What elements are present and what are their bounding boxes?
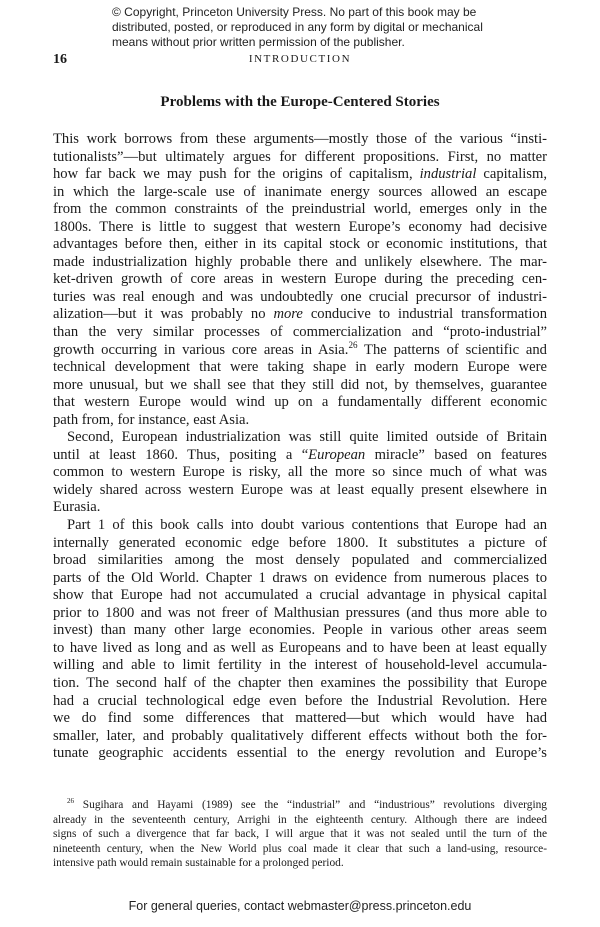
footnote_lines-line xyxy=(53,813,547,828)
body_lines-line xyxy=(53,149,547,167)
body_lines-line xyxy=(53,377,547,395)
text-run: had a crucial technological edge even before the Industrial Revolution. Here xyxy=(53,692,547,709)
body_lines-line xyxy=(53,324,547,342)
body_lines-line xyxy=(53,429,547,447)
text-run: intensive path would remain sustainable for a prolonged period. xyxy=(53,857,344,869)
text-run: nineteenth century, when the New World plus coal made it clear that such a land-using, resource- xyxy=(53,842,547,855)
contact-note: For general queries, contact webmaster@press.princeton.edu xyxy=(128,899,472,913)
italic-text: more xyxy=(273,306,303,323)
text-run: we do find some differences that mattered—but which would have had xyxy=(53,710,547,727)
text-run: made industrialization highly probable there and unlikely elsewhere. The mar- xyxy=(53,253,547,270)
body_lines-line xyxy=(53,131,547,149)
text-run: tion. The second half of the chapter then examines the possibility that Europe xyxy=(53,674,547,691)
text-run: smaller, later, and probably qualitatively different effects without both the for- xyxy=(53,727,547,744)
body_lines-line xyxy=(53,254,547,272)
footnote xyxy=(53,798,547,871)
text-run: Sugihara and Hayami (1989) see the “industrial” and “industrious” revolutions diverging xyxy=(74,799,547,811)
section-heading: Problems with the Europe-Centered Stories xyxy=(160,94,440,110)
body_lines-line xyxy=(53,587,547,605)
footnote_lines-line xyxy=(53,856,547,871)
body_lines-line xyxy=(53,219,547,237)
body_lines-line xyxy=(53,306,547,324)
body_lines-line xyxy=(53,447,547,465)
text-run: from the common constraints of the preindustrial world, emerges only in the xyxy=(53,201,547,218)
body_lines-line xyxy=(53,535,547,553)
text-run: path from, for instance, east Asia. xyxy=(53,411,250,428)
body_lines-line xyxy=(53,271,547,289)
body_lines-line xyxy=(53,464,547,482)
text-run: Part 1 of this book calls into doubt various contentions that Europe had an xyxy=(67,517,547,534)
body_lines-line xyxy=(53,640,547,658)
text-run: that western Europe would wind up on a fundamentally different economic xyxy=(53,394,547,411)
text-run: growth occurring in various core areas in Asia. xyxy=(53,341,349,358)
text-run: signs of such a divergence that far back, I will argue that it was not sealed until the turn of the xyxy=(53,828,547,840)
body_lines-line xyxy=(53,693,547,711)
text-run: tunate geographic accidents essential to the energy revolution and Europe’s xyxy=(53,745,547,762)
text-run: The patterns of scientific and xyxy=(357,341,547,358)
body_lines-line xyxy=(53,394,547,412)
text-run: willing and able to limit fertility in the interest of household-level accumula- xyxy=(53,657,547,674)
text-run: conducive to industrial transformation xyxy=(302,306,547,323)
body_lines-line xyxy=(53,657,547,675)
body_lines-line xyxy=(53,622,547,640)
copyright-notice xyxy=(112,5,512,50)
text-run: alization—but it was probably no xyxy=(53,306,274,323)
copyright-line: distributed, posted, or reproduced in any form by digital or mechanical xyxy=(112,20,483,34)
body_lines-line xyxy=(53,201,547,219)
text-run: turies was real enough and was undoubtedly one crucial precursor of industri- xyxy=(53,288,547,305)
body_lines-line xyxy=(53,517,547,535)
text-run: until at least 1860. Thus, positing a “ xyxy=(53,446,309,463)
body_lines-line xyxy=(53,339,547,360)
text-run: to have lived as long and as well as Europeans and to have been at least equally xyxy=(53,639,547,656)
body_lines-line xyxy=(53,745,547,763)
footnote-ref: 26 xyxy=(348,339,358,350)
body_lines-line xyxy=(53,728,547,746)
body_lines-line xyxy=(53,359,547,377)
copyright-line: © Copyright, Princeton University Press. No part of this book may be xyxy=(112,5,477,19)
text-run: show that Europe had not accumulated a crucial advantage in physical capital xyxy=(53,587,547,604)
text-run: already in the seventeenth century, Arrighi in the eighteenth century. Although there are indeed xyxy=(53,813,547,826)
body_lines-line xyxy=(53,166,547,184)
body_lines-line xyxy=(53,675,547,693)
text-run: than the very similar processes of commercialization and “proto-industrial” xyxy=(53,324,547,341)
body_lines-line xyxy=(53,289,547,307)
text-run: invest) than many other large economies. People in various other areas seem xyxy=(53,622,547,639)
text-run: miracle” based on features xyxy=(365,446,547,463)
text-run: advantages before then, either in its capital stock or economic institutions, that xyxy=(53,236,547,253)
text-run: how far back we may push for the origins of capitalism, xyxy=(53,166,420,183)
footnote-ref: 26 xyxy=(67,797,75,806)
text-run: technical development that were taking shape in early modern Europe were xyxy=(53,359,547,376)
body_lines-line xyxy=(53,605,547,623)
text-run: in which the large-scale use of inanimate energy sources allowed an escape xyxy=(53,183,547,200)
page-number: 16 xyxy=(53,52,67,67)
italic-text: industrial xyxy=(419,166,477,183)
text-run: internally generated economic edge before 1800. It substitutes a picture of xyxy=(53,534,547,551)
text-run: more unusual, but we shall see that they still did not, by themselves, guarantee xyxy=(53,376,547,393)
body_lines-line xyxy=(53,412,547,430)
footnote_lines-line xyxy=(53,827,547,842)
text-run: common to western Europe is risky, all the more so since much of what was xyxy=(53,464,547,481)
text-run: broad similarities among the most densely populated and commercialized xyxy=(53,552,547,569)
text-run: prior to 1800 and was not freer of Malthusian pressures (and thus more able to xyxy=(53,604,547,621)
text-run: This work borrows from these arguments—mostly those of the various “insti- xyxy=(53,131,547,147)
body-text xyxy=(53,131,547,763)
text-run: capitalism, xyxy=(476,166,547,183)
text-run: ket-driven growth of core areas in western Europe during the preceding cen- xyxy=(53,271,547,288)
footnote_lines-line xyxy=(53,798,547,813)
body_lines-line xyxy=(53,570,547,588)
body_lines-line xyxy=(53,184,547,202)
text-run: parts of the Old World. Chapter 1 draws on evidence from numerous places to xyxy=(53,569,547,586)
running-head: INTRODUCTION xyxy=(248,53,352,65)
text-run: widely shared across western Europe was at least equally present elsewhere in xyxy=(53,481,547,498)
text-run: tutionalists”—but ultimately argues for different propositions. First, no matter xyxy=(53,148,547,165)
body_lines-line xyxy=(53,552,547,570)
text-run: Eurasia. xyxy=(53,499,101,516)
italic-text: European xyxy=(308,446,366,463)
body_lines-line xyxy=(53,482,547,500)
footnote_lines-line xyxy=(53,842,547,857)
copyright-line: means without prior written permission of the publisher. xyxy=(112,35,405,49)
body_lines-line xyxy=(53,710,547,728)
body_lines-line xyxy=(53,236,547,254)
text-run: Second, European industrialization was still quite limited outside of Britain xyxy=(67,429,547,446)
text-run: 1800s. There is little to suggest that western Europe’s economy had decisive xyxy=(53,218,547,235)
body_lines-line xyxy=(53,499,547,517)
